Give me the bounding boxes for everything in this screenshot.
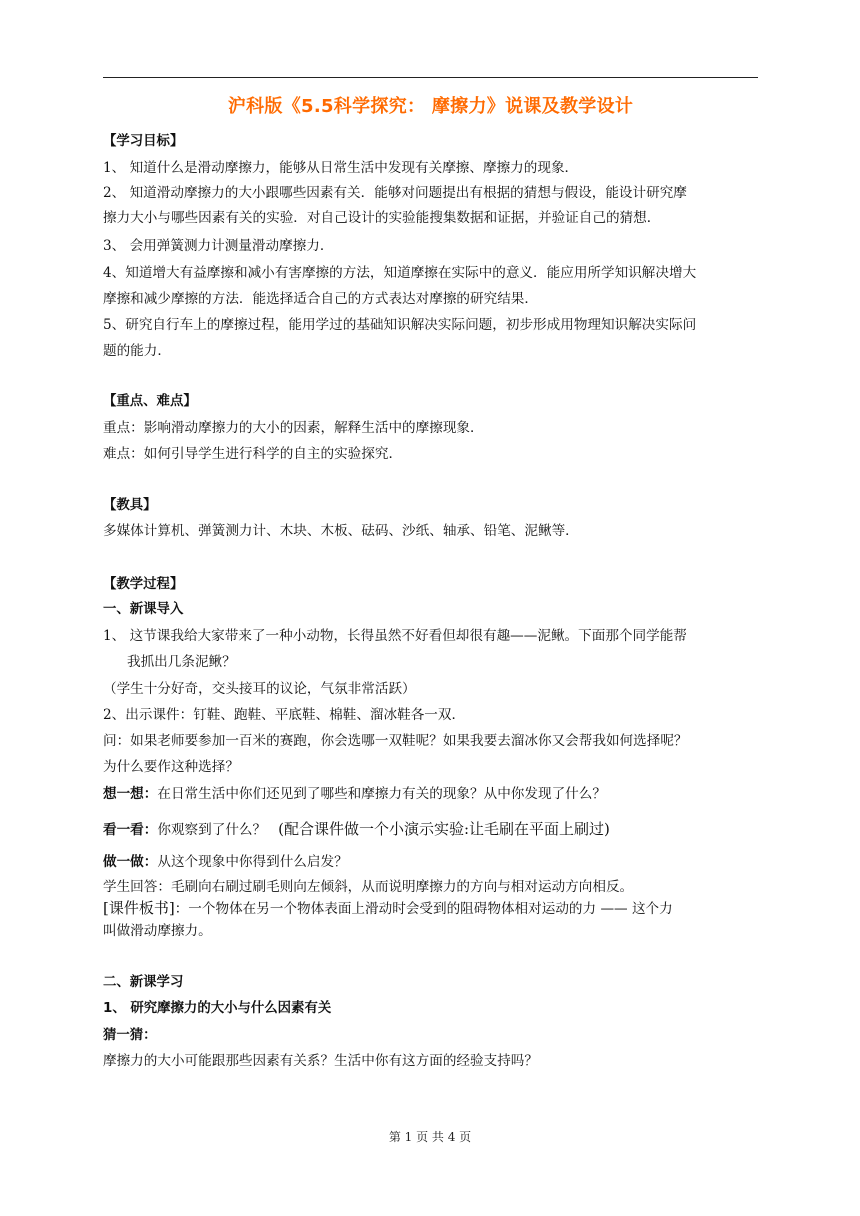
look-text: 你观察到了什么？ bbox=[157, 822, 267, 838]
keypoint-line: 难点：如何引导学生进行科学的自主的实验探究． bbox=[103, 446, 403, 462]
intro-line: 1、 这节课我给大家带来了一种小动物，长得虽然不好看但却很有趣——泥鳅。下面那个同学能帮 bbox=[103, 628, 687, 644]
keypoint-line: 重点：影响滑动摩擦力的大小的因素，解释生活中的摩擦现象． bbox=[103, 420, 484, 436]
intro-line: （学生十分好奇，交头接耳的议论，气氛非常活跃） bbox=[103, 681, 416, 697]
objective-line: 4、知道增大有益摩擦和减小有害摩擦的方法，知道摩擦在实际中的意义．能应用所学知识解决增大 bbox=[103, 265, 697, 281]
guess-label: 猜一猜： bbox=[103, 1028, 157, 1043]
board-text: ：一个物体在另一个物体表面上滑动时会受到的阻碍物体相对运动的力 —— 这个力 bbox=[174, 901, 673, 917]
document-title: 沪科版《5.5科学探究： 摩擦力》说课及教学设计 bbox=[227, 96, 634, 117]
look-note: (配合课件做一个小演示实验:让毛刷在平面上刷过) bbox=[278, 820, 610, 838]
answer-line: 学生回答：毛刷向右刷过刷毛则向左倾斜，从而说明摩擦力的方向与相对运动方向相反。 bbox=[103, 879, 634, 895]
objective-line: 1、 知道什么是滑动摩擦力，能够从日常生活中发现有关摩擦、摩擦力的现象． bbox=[103, 160, 579, 176]
look-label: 看一看： bbox=[103, 822, 158, 838]
new-lesson-heading: 二、新课学习 bbox=[103, 975, 184, 990]
objective-line: 5、研究自行车上的摩擦过程，能用学过的基础知识解决实际问题，初步形成用物理知识解决实际问 bbox=[103, 317, 697, 333]
do-label: 做一做： bbox=[103, 854, 158, 870]
intro-line: 我抓出几条泥鳅？ bbox=[127, 654, 236, 670]
keypoints-heading: 【重点、难点】 bbox=[103, 394, 197, 409]
do-text: 从这个现象中你得到什么启发？ bbox=[157, 854, 348, 870]
board-line bbox=[103, 898, 673, 919]
objective-line: 擦力大小与哪些因素有关的实验．对自己设计的实验能搜集数据和证据，并验证自己的猜想． bbox=[103, 210, 661, 226]
header-rule bbox=[103, 77, 758, 78]
do-line bbox=[103, 852, 348, 872]
tools-heading: 【教具】 bbox=[103, 498, 157, 513]
intro-line: 为什么要作这种选择？ bbox=[103, 759, 239, 775]
objective-line: 题的能力． bbox=[103, 343, 171, 359]
process-heading: 【教学过程】 bbox=[103, 577, 184, 592]
guess-text: 摩擦力的大小可能跟那些因素有关系？生活中你有这方面的经验支持吗？ bbox=[103, 1053, 538, 1069]
objective-line: 摩擦和减少摩擦的方法．能选择适合自己的方式表达对摩擦的研究结果． bbox=[103, 291, 538, 307]
tools-line: 多媒体计算机、弹簧测力计、木块、木板、砝码、沙纸、轴承、铅笔、泥鳅等． bbox=[103, 523, 579, 539]
think-line bbox=[103, 784, 606, 804]
think-label: 想一想： bbox=[103, 786, 158, 802]
board-line-cont: 叫做滑动摩擦力。 bbox=[103, 923, 212, 939]
think-text: 在日常生活中你们还见到了哪些和摩擦力有关的现象？从中你发现了什么？ bbox=[157, 786, 606, 802]
board-label: [课件板书] bbox=[103, 899, 175, 917]
objective-line: 2、 知道滑动摩擦力的大小跟哪些因素有关．能够对问题提出有根据的猜想与假设，能设计研究摩 bbox=[103, 185, 687, 201]
objective-line: 3、 会用弹簧测力计测量滑动摩擦力． bbox=[103, 238, 334, 254]
new-lesson-sub: 1、 研究摩擦力的大小与什么因素有关 bbox=[103, 1001, 332, 1016]
page-footer: 第 1 页 共 4 页 bbox=[388, 1130, 472, 1144]
intro-line: 2、出示课件：钉鞋、跑鞋、平底鞋、棉鞋、溜冰鞋各一双． bbox=[103, 707, 466, 723]
intro-heading: 一、新课导入 bbox=[103, 602, 184, 617]
intro-line: 问：如果老师要参加一百米的赛跑，你会选哪一双鞋呢？如果我要去溜冰你又会帮我如何选择呢？ bbox=[103, 733, 688, 749]
look-line bbox=[103, 819, 610, 840]
objectives-heading: 【学习目标】 bbox=[103, 134, 184, 149]
